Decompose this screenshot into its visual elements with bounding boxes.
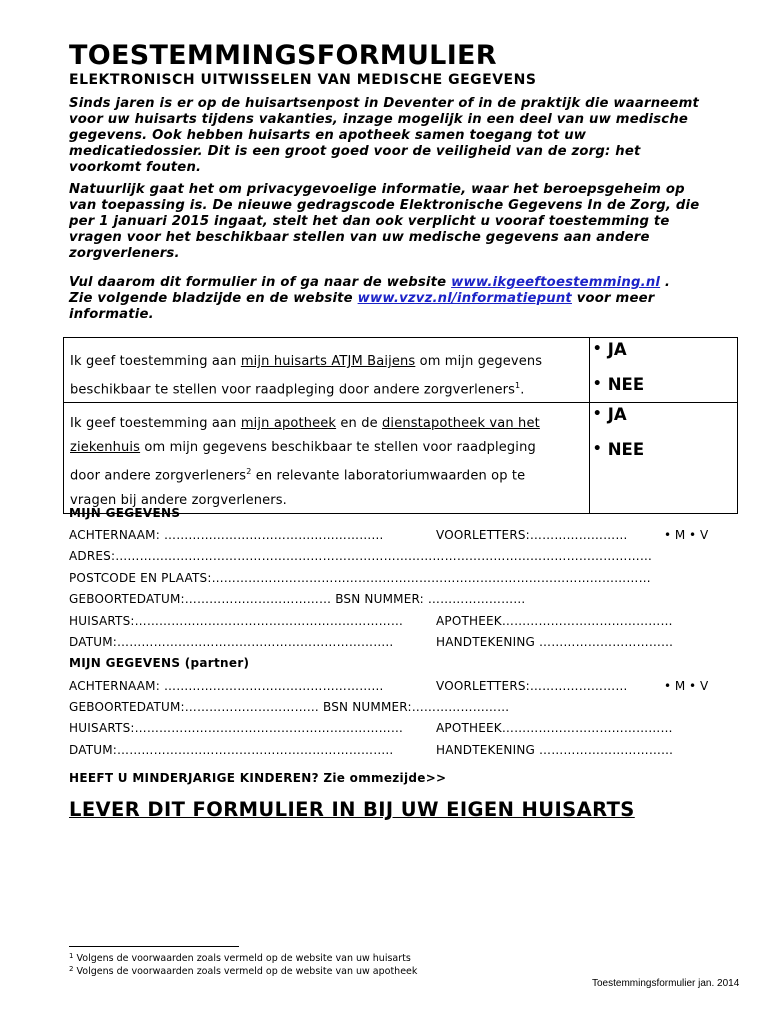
page-footer: Toestemmingsformulier jan. 2014: [592, 978, 740, 989]
partner-huisarts-field[interactable]: HUISARTS:…………………………………………………………: [69, 721, 404, 735]
page-subtitle: ELEKTRONISCH UITWISSELEN VAN MEDISCHE GEGEVENS: [69, 72, 537, 88]
intro-line: informatie.: [69, 307, 154, 322]
option-nee-huisarts[interactable]: [593, 375, 737, 393]
consent-row-apotheek: [64, 403, 738, 513]
statement-text: om mijn gegevens: [415, 354, 543, 369]
statement-text: Ik geef toestemming aan: [70, 416, 241, 432]
intro-line: voorkomt fouten.: [69, 160, 202, 175]
datum-field[interactable]: DATUM:…………………………………………………………..: [69, 635, 394, 649]
consent-statement-apotheek: [64, 403, 590, 513]
footnote-1: [69, 952, 411, 964]
geboortedatum-bsn-field[interactable]: GEBOORTEDATUM:……………………………… BSN NUMMER: ……………………: [69, 592, 526, 606]
statement-underlined: mijn huisarts ATJM Baijens: [240, 354, 416, 369]
footnote-text: Volgens de voorwaarden zoals vermeld op de website van uw apotheek: [76, 966, 418, 977]
statement-line: [70, 460, 589, 488]
option-label: JA: [607, 339, 627, 359]
postcode-plaats-field[interactable]: POSTCODE EN PLAATS:………………………………………………………………………………………………: [69, 571, 651, 585]
intro-text: .: [660, 275, 671, 290]
statement-underlined: mijn apotheek: [240, 416, 337, 432]
option-label: NEE: [607, 439, 645, 459]
kinderen-question: HEEFT U MINDERJARIGE KINDEREN? Zie ommezijde>>: [69, 771, 447, 785]
bullet-icon: •: [592, 341, 602, 357]
huisarts-field[interactable]: HUISARTS:…………………………………………………………: [69, 614, 404, 628]
intro-line: per 1 januari 2015 ingaat, stelt het dan ook verplicht u vooraf toestemming te: [69, 214, 670, 229]
section-heading-mijn-gegevens: MIJN GEGEVENS: [69, 506, 181, 520]
statement-line: vragen bij andere zorgverleners.: [70, 492, 287, 508]
apotheek-field[interactable]: APOTHEEK……………………………………: [436, 614, 673, 628]
consent-choice-apotheek: [589, 403, 737, 513]
footnote-2: [69, 965, 417, 977]
option-label: JA: [607, 404, 627, 424]
statement-text: door andere zorgverleners: [70, 468, 247, 484]
sex-option-m-v[interactable]: • M • V: [664, 528, 709, 542]
intro-paragraph-2: [69, 182, 739, 262]
bullet-icon: •: [592, 376, 602, 392]
statement-text: en de: [336, 416, 383, 432]
statement-line: [70, 338, 589, 374]
achternaam-field[interactable]: ACHTERNAAM: ………………………………………………: [69, 528, 384, 542]
statement-text: beschikbaar te stellen voor raadpleging door andere zorgverleners: [70, 382, 516, 398]
option-nee-apotheek[interactable]: [593, 440, 737, 458]
statement-text: .: [520, 382, 525, 398]
intro-text: voor meer: [571, 291, 655, 306]
bullet-icon: •: [592, 406, 602, 423]
partner-voorletters-field[interactable]: VOORLETTERS:……………………: [436, 679, 628, 693]
partner-apotheek-field[interactable]: APOTHEEK……………………………………: [436, 721, 673, 735]
intro-line: voor uw huisarts tijdens vakanties, inzage mogelijk in een deel van uw medische: [69, 112, 689, 127]
statement-line: [70, 436, 589, 460]
consent-table: [63, 337, 738, 514]
website-link-ikgeeftoestemming[interactable]: www.ikgeeftoestemming.nl: [451, 275, 661, 290]
statement-text: en relevante laboratoriumwaarden op te: [251, 468, 526, 484]
footnote-text: Volgens de voorwaarden zoals vermeld op de website van uw huisarts: [76, 953, 411, 964]
intro-line: van toepassing is. De nieuwe gedragscode Elektronische Gegevens In de Zorg, die: [69, 198, 700, 213]
intro-line: [69, 275, 739, 291]
partner-sex-option-m-v[interactable]: • M • V: [664, 679, 709, 693]
consent-row-huisarts: [64, 338, 738, 403]
page-title: TOESTEMMINGSFORMULIER: [69, 40, 497, 71]
intro-line: gegevens. Ook hebben huisarts en apotheek samen toegang tot uw: [69, 128, 587, 143]
intro-line: [69, 291, 739, 307]
intro-text: Zie volgende bladzijde en de website: [69, 291, 358, 306]
intro-paragraph-3: [69, 275, 739, 323]
partner-achternaam-field[interactable]: ACHTERNAAM: ………………………………………………: [69, 679, 384, 693]
website-link-vzvz[interactable]: www.vzvz.nl/informatiepunt: [357, 291, 572, 306]
partner-geboortedatum-bsn-field[interactable]: GEBOORTEDATUM:…………………………… BSN NUMMER:……………………: [69, 700, 510, 714]
intro-line: medicatiedossier. Dit is een groot goed voor de veiligheid van de zorg: het: [69, 144, 641, 159]
intro-text: Vul daarom dit formulier in of ga naar de website: [69, 275, 452, 290]
handtekening-field[interactable]: HANDTEKENING ……………………………: [436, 635, 674, 649]
statement-underlined: ziekenhuis: [70, 440, 141, 456]
voorletters-field[interactable]: VOORLETTERS:……………………: [436, 528, 628, 542]
partner-handtekening-field[interactable]: HANDTEKENING ……………………………: [436, 743, 674, 757]
partner-datum-field[interactable]: DATUM:…………………………………………………………..: [69, 743, 394, 757]
adres-field[interactable]: ADRES:……………………………………………………………………………………………………………………: [69, 549, 653, 563]
statement-text: om mijn gegevens beschikbaar te stellen voor raadpleging: [140, 440, 536, 456]
statement-text: Ik geef toestemming aan: [70, 354, 241, 369]
statement-line: [70, 403, 589, 436]
option-ja-huisarts[interactable]: [593, 340, 737, 358]
intro-paragraph-1: [69, 96, 739, 176]
footnote-ref: 2: [246, 467, 252, 477]
statement-underlined: dienstapotheek van het: [382, 416, 540, 432]
consent-choice-huisarts: [589, 338, 737, 403]
bullet-icon: •: [592, 441, 602, 458]
footnote-ref: 1: [515, 381, 521, 390]
section-heading-partner: MIJN GEGEVENS (partner): [69, 656, 250, 670]
intro-line: Natuurlijk gaat het om privacygevoelige informatie, waar het beroepsgeheim op: [69, 182, 685, 197]
footnote-number: 1: [69, 952, 74, 960]
intro-line: vragen voor het beschikbaar stellen van uw medische gegevens aan andere: [69, 230, 650, 245]
option-label: NEE: [607, 374, 645, 394]
footnote-number: 2: [69, 965, 74, 973]
footnote-divider: [69, 946, 239, 947]
submit-instruction: LEVER DIT FORMULIER IN BIJ UW EIGEN HUISARTS: [69, 798, 635, 821]
intro-line: zorgverleners.: [69, 246, 180, 261]
intro-line: Sinds jaren is er op de huisartsenpost in Deventer of in de praktijk die waarneemt: [69, 96, 700, 111]
statement-line: [70, 374, 589, 402]
consent-statement-huisarts: [64, 338, 590, 403]
option-ja-apotheek[interactable]: [593, 405, 737, 423]
